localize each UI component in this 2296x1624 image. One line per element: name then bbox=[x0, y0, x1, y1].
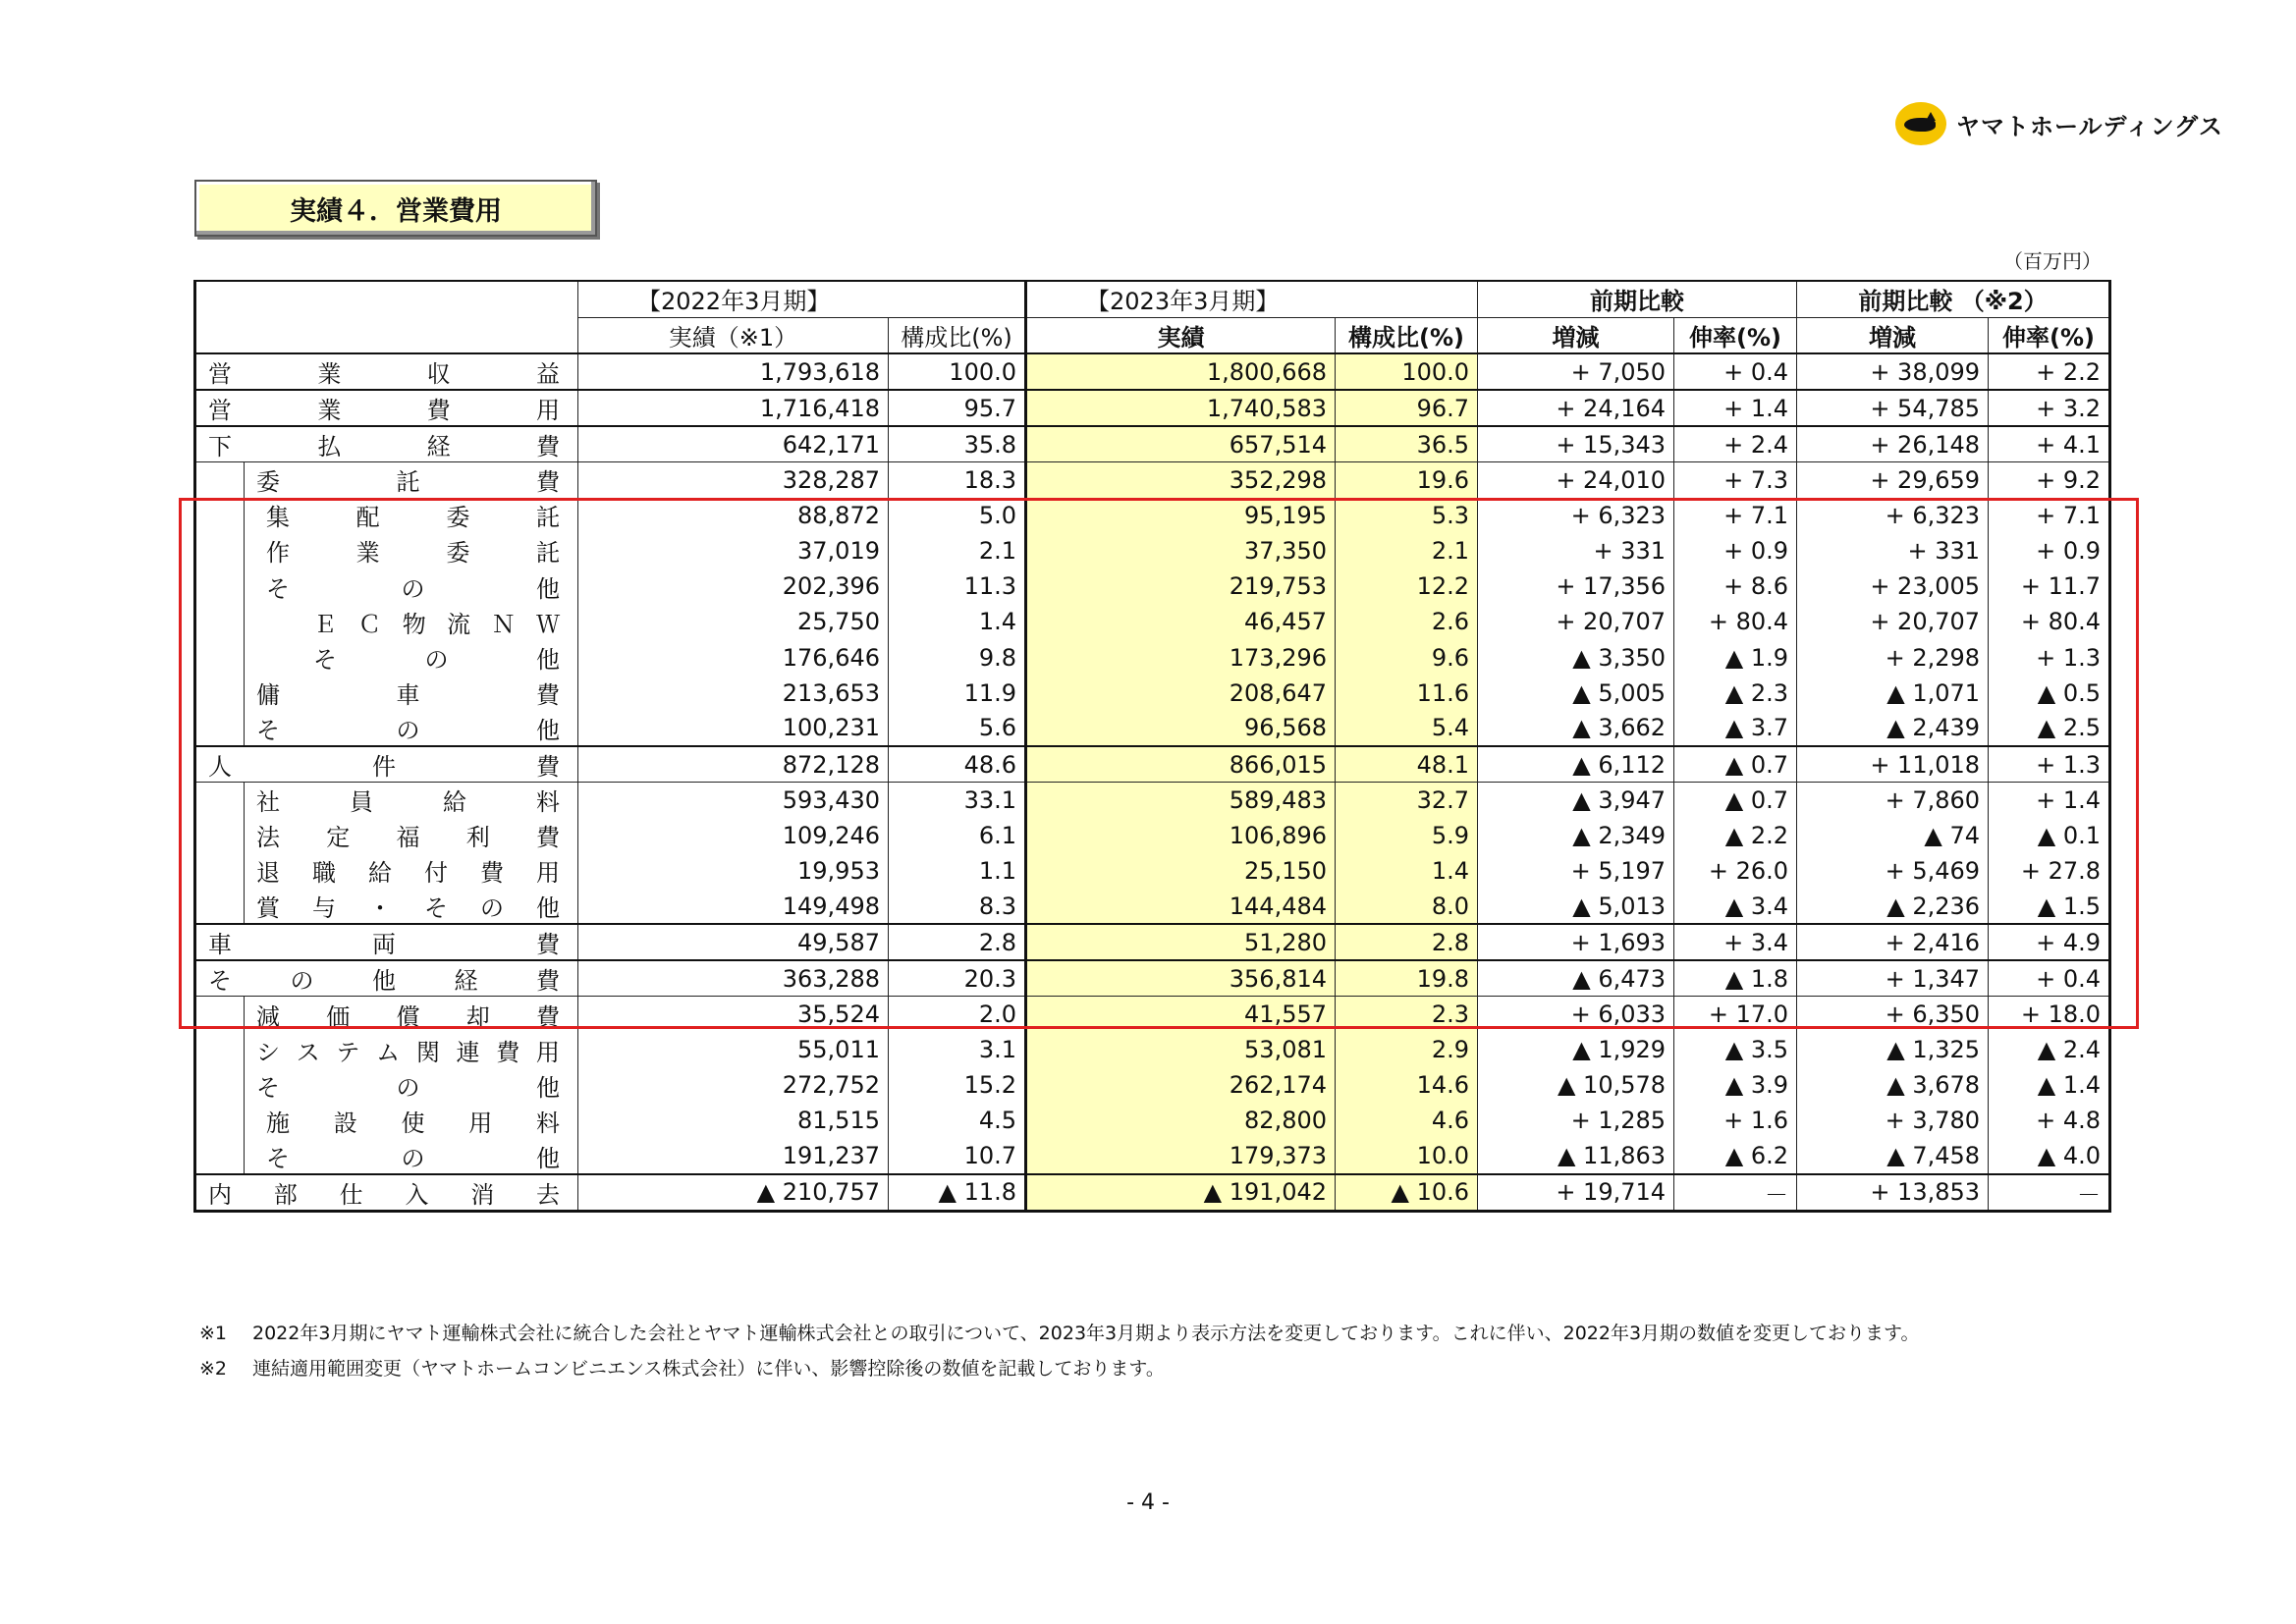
fy2022-actual: 213,653 bbox=[578, 676, 889, 711]
fy2022-header: 【2022年3月期】 bbox=[578, 281, 1026, 317]
fy2023-actual: 82,800 bbox=[1026, 1103, 1336, 1138]
yoy-growth: + 1.6 bbox=[1674, 1103, 1797, 1138]
yoy-growth: + 2.4 bbox=[1674, 426, 1797, 462]
yoy2-growth: + 1.4 bbox=[1989, 783, 2110, 818]
row-label: シ ス テ ム 関 連 費 用 bbox=[245, 1032, 578, 1067]
table-row bbox=[195, 1174, 2110, 1212]
yoy2-change: ▲ 74 bbox=[1797, 818, 1989, 853]
table-row bbox=[195, 1032, 2110, 1067]
table-row bbox=[195, 533, 2110, 568]
fy2023-actual: 96,568 bbox=[1026, 711, 1336, 746]
yoy-growth: ▲ 3.7 bbox=[1674, 711, 1797, 746]
fy2023-ratio: 11.6 bbox=[1336, 676, 1478, 711]
fy2022-ratio: 9.8 bbox=[889, 639, 1026, 675]
fy2023-ratio: 14.6 bbox=[1336, 1067, 1478, 1103]
yoy2-growth: + 80.4 bbox=[1989, 604, 2110, 639]
yoy-change: ▲ 3,947 bbox=[1478, 783, 1674, 818]
yoy-change: + 6,033 bbox=[1478, 997, 1674, 1032]
yoy2-growth: + 7.1 bbox=[1989, 498, 2110, 533]
fy2022-actual: ▲ 210,757 bbox=[578, 1174, 889, 1212]
fy2023-actual: 51,280 bbox=[1026, 924, 1336, 960]
yoy-change: ▲ 11,863 bbox=[1478, 1139, 1674, 1174]
yoy2-growth: ▲ 4.0 bbox=[1989, 1139, 2110, 1174]
fy2022-ratio: 4.5 bbox=[889, 1103, 1026, 1138]
indent-spacer bbox=[195, 818, 245, 853]
fy2023-ratio: 9.6 bbox=[1336, 639, 1478, 675]
fy2022-actual: 37,019 bbox=[578, 533, 889, 568]
fy2023-actual: 173,296 bbox=[1026, 639, 1336, 675]
fy2023-ratio: 5.9 bbox=[1336, 818, 1478, 853]
yoy2-change: + 6,350 bbox=[1797, 997, 1989, 1032]
yoy2-change: ▲ 2,236 bbox=[1797, 889, 1989, 924]
yoy-change: ▲ 6,473 bbox=[1478, 960, 1674, 997]
yoy2-growth: ▲ 1.4 bbox=[1989, 1067, 2110, 1103]
header-row-1 bbox=[195, 281, 2110, 317]
fy2022-actual: 363,288 bbox=[578, 960, 889, 997]
logo-text: ヤマトホールディングス bbox=[1956, 112, 2223, 140]
indent-spacer bbox=[195, 783, 245, 818]
yoy2-change: + 13,853 bbox=[1797, 1174, 1989, 1212]
yoy2-growth: + 3.2 bbox=[1989, 390, 2110, 426]
fy2022-ratio: 6.1 bbox=[889, 818, 1026, 853]
yoy2-change: + 38,099 bbox=[1797, 353, 1989, 390]
fy2022-ratio: 3.1 bbox=[889, 1032, 1026, 1067]
growth2-header: 伸率(%) bbox=[1989, 317, 2110, 353]
table-row bbox=[195, 889, 2110, 924]
fy2023-ratio: 2.3 bbox=[1336, 997, 1478, 1032]
table-row bbox=[195, 818, 2110, 853]
fy2023-ratio: 2.9 bbox=[1336, 1032, 1478, 1067]
fy2023-ratio: 5.4 bbox=[1336, 711, 1478, 746]
yoy-change: ▲ 2,349 bbox=[1478, 818, 1674, 853]
yoy2-growth: ▲ 2.4 bbox=[1989, 1032, 2110, 1067]
row-label: 社 員 給 料 bbox=[245, 783, 578, 818]
yoy-growth: ▲ 3.9 bbox=[1674, 1067, 1797, 1103]
fy2023-actual: 106,896 bbox=[1026, 818, 1336, 853]
fy2023-ratio: 48.1 bbox=[1336, 746, 1478, 783]
fy2023-actual: 46,457 bbox=[1026, 604, 1336, 639]
fy2022-actual: 593,430 bbox=[578, 783, 889, 818]
ratio-header: 構成比(%) bbox=[889, 317, 1026, 353]
fy2022-actual: 1,716,418 bbox=[578, 390, 889, 426]
fy2022-actual: 191,237 bbox=[578, 1139, 889, 1174]
yoy-change: + 20,707 bbox=[1478, 604, 1674, 639]
yoy2-change: ▲ 3,678 bbox=[1797, 1067, 1989, 1103]
row-label: そ の 他 bbox=[245, 639, 578, 675]
fy2023-actual: 144,484 bbox=[1026, 889, 1336, 924]
footnote-2: ※2 連結適用範囲変更（ヤマトホームコンビニエンス株式会社）に伴い、影響控除後の数値を記載しております。 bbox=[199, 1358, 1165, 1380]
yoy-growth: ▲ 2.3 bbox=[1674, 676, 1797, 711]
fy2023-actual: 352,298 bbox=[1026, 462, 1336, 498]
yoy2-growth: + 27.8 bbox=[1989, 853, 2110, 889]
black-cat-icon bbox=[1895, 102, 1946, 145]
table-row bbox=[195, 676, 2110, 711]
fy2022-ratio: 1.4 bbox=[889, 604, 1026, 639]
fy2022-actual: 81,515 bbox=[578, 1103, 889, 1138]
indent-spacer bbox=[195, 997, 245, 1032]
fy2023-ratio: 19.8 bbox=[1336, 960, 1478, 997]
yoy2-growth: + 0.4 bbox=[1989, 960, 2110, 997]
indent-spacer bbox=[195, 853, 245, 889]
yoy2-growth: + 4.8 bbox=[1989, 1103, 2110, 1138]
fy2022-ratio: 15.2 bbox=[889, 1067, 1026, 1103]
yoy2-change: + 23,005 bbox=[1797, 568, 1989, 604]
page-number: - 4 - bbox=[1126, 1490, 1170, 1515]
yoy-change: + 6,323 bbox=[1478, 498, 1674, 533]
yoy-change: + 1,693 bbox=[1478, 924, 1674, 960]
table-row bbox=[195, 924, 2110, 960]
fy2023-ratio: 19.6 bbox=[1336, 462, 1478, 498]
fy2022-ratio: ▲ 11.8 bbox=[889, 1174, 1026, 1212]
yoy2-change: + 11,018 bbox=[1797, 746, 1989, 783]
fy2022-actual: 202,396 bbox=[578, 568, 889, 604]
yoy-growth: + 1.4 bbox=[1674, 390, 1797, 426]
fy2023-actual: 262,174 bbox=[1026, 1067, 1336, 1103]
yoy2-change: + 2,416 bbox=[1797, 924, 1989, 960]
yoy-change: + 7,050 bbox=[1478, 353, 1674, 390]
row-label: そ の 他 bbox=[245, 711, 578, 746]
yoy-change: + 5,197 bbox=[1478, 853, 1674, 889]
row-label: 人 件 費 bbox=[195, 746, 578, 783]
fy2022-actual: 328,287 bbox=[578, 462, 889, 498]
fy2023-actual: 25,150 bbox=[1026, 853, 1336, 889]
fy2023-ratio: 8.0 bbox=[1336, 889, 1478, 924]
fy2023-actual: 1,740,583 bbox=[1026, 390, 1336, 426]
table-row bbox=[195, 462, 2110, 498]
table-row bbox=[195, 746, 2110, 783]
row-label: 車 両 費 bbox=[195, 924, 578, 960]
yoy2-growth: + 1.3 bbox=[1989, 746, 2110, 783]
table-row bbox=[195, 853, 2110, 889]
fy2023-ratio: 2.1 bbox=[1336, 533, 1478, 568]
row-label: 減 価 償 却 費 bbox=[245, 997, 578, 1032]
growth-header: 伸率(%) bbox=[1674, 317, 1797, 353]
fy2022-ratio: 2.0 bbox=[889, 997, 1026, 1032]
fy2022-ratio: 95.7 bbox=[889, 390, 1026, 426]
fy2022-ratio: 10.7 bbox=[889, 1139, 1026, 1174]
yoy2-growth: + 9.2 bbox=[1989, 462, 2110, 498]
yoy2-change: + 7,860 bbox=[1797, 783, 1989, 818]
table-row bbox=[195, 1067, 2110, 1103]
yoy-growth: + 0.4 bbox=[1674, 353, 1797, 390]
row-label: そ の 他 経 費 bbox=[195, 960, 578, 997]
fy2022-actual: 149,498 bbox=[578, 889, 889, 924]
yoy2-growth: + 4.1 bbox=[1989, 426, 2110, 462]
yoy-growth: + 17.0 bbox=[1674, 997, 1797, 1032]
table-row bbox=[195, 711, 2110, 746]
yoy-growth: － bbox=[1674, 1174, 1797, 1212]
yoy-change: ▲ 3,662 bbox=[1478, 711, 1674, 746]
fy2022-ratio: 2.8 bbox=[889, 924, 1026, 960]
fy2023-actual: 37,350 bbox=[1026, 533, 1336, 568]
fy2022-ratio: 100.0 bbox=[889, 353, 1026, 390]
indent-spacer bbox=[195, 639, 245, 675]
fy2022-ratio: 1.1 bbox=[889, 853, 1026, 889]
yoy2-growth: ▲ 1.5 bbox=[1989, 889, 2110, 924]
row-label: Ｅ Ｃ 物 流 Ｎ Ｗ bbox=[245, 604, 578, 639]
fy2022-ratio: 35.8 bbox=[889, 426, 1026, 462]
fy2022-actual: 19,953 bbox=[578, 853, 889, 889]
yoy-change: ▲ 5,005 bbox=[1478, 676, 1674, 711]
table-row bbox=[195, 997, 2110, 1032]
fy2022-ratio: 11.9 bbox=[889, 676, 1026, 711]
actual-header: 実績 bbox=[1026, 317, 1336, 353]
fy2022-ratio: 8.3 bbox=[889, 889, 1026, 924]
table-row bbox=[195, 390, 2110, 426]
indent-spacer bbox=[195, 568, 245, 604]
fy2023-actual: 866,015 bbox=[1026, 746, 1336, 783]
fy2022-actual: 35,524 bbox=[578, 997, 889, 1032]
footnotes bbox=[199, 1316, 1920, 1386]
fy2022-ratio: 11.3 bbox=[889, 568, 1026, 604]
yoy-growth: ▲ 6.2 bbox=[1674, 1139, 1797, 1174]
row-label: そ の 他 bbox=[245, 1139, 578, 1174]
section-title: 実績４．営業費用 bbox=[194, 180, 597, 237]
yoy-growth: + 8.6 bbox=[1674, 568, 1797, 604]
fy2022-actual: 109,246 bbox=[578, 818, 889, 853]
table-row bbox=[195, 498, 2110, 533]
yoy-growth: + 7.1 bbox=[1674, 498, 1797, 533]
yoy-growth: + 7.3 bbox=[1674, 462, 1797, 498]
yoy2-growth: + 0.9 bbox=[1989, 533, 2110, 568]
yoy2-header: 前期比較 （※2） bbox=[1797, 281, 2110, 317]
table-row bbox=[195, 1139, 2110, 1174]
yoy2-change: ▲ 7,458 bbox=[1797, 1139, 1989, 1174]
yoy-change: ▲ 1,929 bbox=[1478, 1032, 1674, 1067]
indent-spacer bbox=[195, 533, 245, 568]
fy2022-actual: 642,171 bbox=[578, 426, 889, 462]
row-label: 委 託 費 bbox=[245, 462, 578, 498]
yoy2-change: ▲ 2,439 bbox=[1797, 711, 1989, 746]
yoy2-growth: + 1.3 bbox=[1989, 639, 2110, 675]
indent-spacer bbox=[195, 1067, 245, 1103]
fy2022-actual: 88,872 bbox=[578, 498, 889, 533]
fy2023-actual: 219,753 bbox=[1026, 568, 1336, 604]
fy2023-ratio: 1.4 bbox=[1336, 853, 1478, 889]
fy2023-ratio: 2.6 bbox=[1336, 604, 1478, 639]
yoy2-change: ▲ 1,071 bbox=[1797, 676, 1989, 711]
fy2023-ratio: 2.8 bbox=[1336, 924, 1478, 960]
fy2022-actual: 25,750 bbox=[578, 604, 889, 639]
row-label: 営 業 収 益 bbox=[195, 353, 578, 390]
fy2023-actual: 356,814 bbox=[1026, 960, 1336, 997]
fy2022-ratio: 20.3 bbox=[889, 960, 1026, 997]
yoy-change: + 15,343 bbox=[1478, 426, 1674, 462]
yoy-change: + 17,356 bbox=[1478, 568, 1674, 604]
fy2022-ratio: 18.3 bbox=[889, 462, 1026, 498]
fy2023-ratio: 4.6 bbox=[1336, 1103, 1478, 1138]
yoy2-change: + 6,323 bbox=[1797, 498, 1989, 533]
change-header: 増減 bbox=[1478, 317, 1674, 353]
row-label: 賞 与 ・ そ の 他 bbox=[245, 889, 578, 924]
yoy-growth: + 0.9 bbox=[1674, 533, 1797, 568]
company-logo bbox=[1895, 102, 2223, 145]
yoy2-growth: ▲ 2.5 bbox=[1989, 711, 2110, 746]
fy2022-actual: 272,752 bbox=[578, 1067, 889, 1103]
yoy2-growth: + 4.9 bbox=[1989, 924, 2110, 960]
yoy2-change: + 26,148 bbox=[1797, 426, 1989, 462]
yoy-change: ▲ 10,578 bbox=[1478, 1067, 1674, 1103]
table-row bbox=[195, 960, 2110, 997]
fy2023-actual: 41,557 bbox=[1026, 997, 1336, 1032]
row-label: 法 定 福 利 費 bbox=[245, 818, 578, 853]
yoy2-change: + 5,469 bbox=[1797, 853, 1989, 889]
table-row bbox=[195, 1103, 2110, 1138]
row-label: 下 払 経 費 bbox=[195, 426, 578, 462]
table-row bbox=[195, 353, 2110, 390]
fy2023-actual: 589,483 bbox=[1026, 783, 1336, 818]
yoy-growth: ▲ 2.2 bbox=[1674, 818, 1797, 853]
yoy-growth: ▲ 3.4 bbox=[1674, 889, 1797, 924]
fy2023-actual: 179,373 bbox=[1026, 1139, 1336, 1174]
fy2023-ratio: 32.7 bbox=[1336, 783, 1478, 818]
fy2022-ratio: 2.1 bbox=[889, 533, 1026, 568]
fy2023-actual: 657,514 bbox=[1026, 426, 1336, 462]
indent-spacer bbox=[195, 1032, 245, 1067]
row-label: そ の 他 bbox=[245, 1067, 578, 1103]
fy2022-actual: 1,793,618 bbox=[578, 353, 889, 390]
yoy2-change: + 1,347 bbox=[1797, 960, 1989, 997]
yoy-change: ▲ 3,350 bbox=[1478, 639, 1674, 675]
yoy2-growth: － bbox=[1989, 1174, 2110, 1212]
yoy2-change: + 3,780 bbox=[1797, 1103, 1989, 1138]
yoy2-change: ▲ 1,325 bbox=[1797, 1032, 1989, 1067]
fy2023-ratio: ▲ 10.6 bbox=[1336, 1174, 1478, 1212]
fy2022-actual: 872,128 bbox=[578, 746, 889, 783]
fy2022-actual: 49,587 bbox=[578, 924, 889, 960]
yoy-change: + 24,010 bbox=[1478, 462, 1674, 498]
yoy2-growth: + 2.2 bbox=[1989, 353, 2110, 390]
yoy-change: + 24,164 bbox=[1478, 390, 1674, 426]
indent-spacer bbox=[195, 889, 245, 924]
yoy-change: + 331 bbox=[1478, 533, 1674, 568]
yoy-change: ▲ 6,112 bbox=[1478, 746, 1674, 783]
fy2022-ratio: 5.0 bbox=[889, 498, 1026, 533]
yoy-growth: ▲ 0.7 bbox=[1674, 783, 1797, 818]
fy2022-ratio: 33.1 bbox=[889, 783, 1026, 818]
yoy2-change: + 29,659 bbox=[1797, 462, 1989, 498]
yoy-change: ▲ 5,013 bbox=[1478, 889, 1674, 924]
fy2023-actual: 53,081 bbox=[1026, 1032, 1336, 1067]
ratio2-header: 構成比(%) bbox=[1336, 317, 1478, 353]
yoy-change: + 1,285 bbox=[1478, 1103, 1674, 1138]
operating-expenses-table bbox=[193, 280, 2111, 1213]
row-label: 作 業 委 託 bbox=[245, 533, 578, 568]
fy2023-ratio: 36.5 bbox=[1336, 426, 1478, 462]
table-row bbox=[195, 783, 2110, 818]
fy2023-ratio: 96.7 bbox=[1336, 390, 1478, 426]
fy2022-ratio: 48.6 bbox=[889, 746, 1026, 783]
yoy-growth: ▲ 1.9 bbox=[1674, 639, 1797, 675]
row-label: そ の 他 bbox=[245, 568, 578, 604]
indent-spacer bbox=[195, 1103, 245, 1138]
actual-note1-header: 実績（※1） bbox=[578, 317, 889, 353]
fy2023-actual: ▲ 191,042 bbox=[1026, 1174, 1336, 1212]
fy2023-actual: 208,647 bbox=[1026, 676, 1336, 711]
row-label: 退 職 給 付 費 用 bbox=[245, 853, 578, 889]
indent-spacer bbox=[195, 711, 245, 746]
fy2023-ratio: 100.0 bbox=[1336, 353, 1478, 390]
yoy-growth: + 80.4 bbox=[1674, 604, 1797, 639]
indent-spacer bbox=[195, 498, 245, 533]
row-label: 施 設 使 用 料 bbox=[245, 1103, 578, 1138]
fy2022-actual: 100,231 bbox=[578, 711, 889, 746]
table-row bbox=[195, 426, 2110, 462]
footnote-1: ※1 2022年3月期にヤマト運輸株式会社に統合した会社とヤマト運輸株式会社との取引について、2023年3月期より表示方法を変更しております。これに伴い、2022年3月期の数値を変更しております。 bbox=[199, 1323, 1920, 1344]
yoy2-change: + 20,707 bbox=[1797, 604, 1989, 639]
yoy2-growth: ▲ 0.1 bbox=[1989, 818, 2110, 853]
unit-label: （百万円） bbox=[2003, 249, 2102, 273]
fy2022-actual: 55,011 bbox=[578, 1032, 889, 1067]
row-label: 傭 車 費 bbox=[245, 676, 578, 711]
indent-spacer bbox=[195, 1139, 245, 1174]
yoy-growth: ▲ 1.8 bbox=[1674, 960, 1797, 997]
fy2022-ratio: 5.6 bbox=[889, 711, 1026, 746]
table-row bbox=[195, 639, 2110, 675]
yoy-growth: ▲ 0.7 bbox=[1674, 746, 1797, 783]
change2-header: 増減 bbox=[1797, 317, 1989, 353]
fy2023-ratio: 10.0 bbox=[1336, 1139, 1478, 1174]
yoy-growth: ▲ 3.5 bbox=[1674, 1032, 1797, 1067]
yoy-header: 前期比較 bbox=[1478, 281, 1797, 317]
fy2023-ratio: 12.2 bbox=[1336, 568, 1478, 604]
indent-spacer bbox=[195, 462, 245, 498]
yoy2-change: + 2,298 bbox=[1797, 639, 1989, 675]
yoy2-growth: + 11.7 bbox=[1989, 568, 2110, 604]
row-label: 集 配 委 託 bbox=[245, 498, 578, 533]
yoy-growth: + 3.4 bbox=[1674, 924, 1797, 960]
yoy2-change: + 331 bbox=[1797, 533, 1989, 568]
yoy2-growth: ▲ 0.5 bbox=[1989, 676, 2110, 711]
yoy2-growth: + 18.0 bbox=[1989, 997, 2110, 1032]
indent-spacer bbox=[195, 604, 245, 639]
table-row bbox=[195, 568, 2110, 604]
fy2022-actual: 176,646 bbox=[578, 639, 889, 675]
fy2023-actual: 1,800,668 bbox=[1026, 353, 1336, 390]
table-row bbox=[195, 604, 2110, 639]
row-label: 内 部 仕 入 消 去 bbox=[195, 1174, 578, 1212]
yoy-growth: + 26.0 bbox=[1674, 853, 1797, 889]
fy2023-header: 【2023年3月期】 bbox=[1026, 281, 1478, 317]
yoy-change: + 19,714 bbox=[1478, 1174, 1674, 1212]
fy2023-ratio: 5.3 bbox=[1336, 498, 1478, 533]
yoy2-change: + 54,785 bbox=[1797, 390, 1989, 426]
fy2023-actual: 95,195 bbox=[1026, 498, 1336, 533]
row-label: 営 業 費 用 bbox=[195, 390, 578, 426]
indent-spacer bbox=[195, 676, 245, 711]
